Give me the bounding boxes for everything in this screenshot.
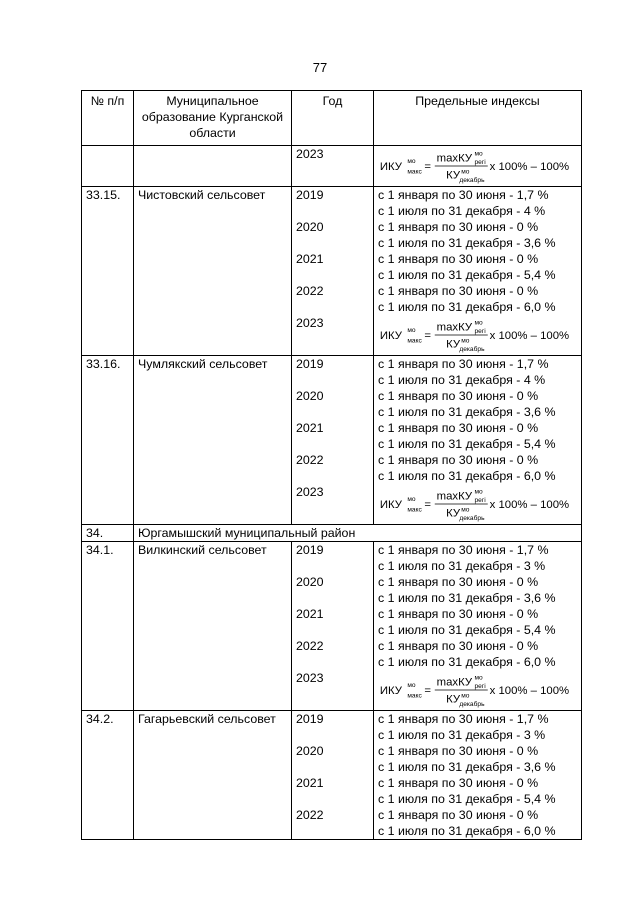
formula-eq: =	[424, 498, 431, 511]
formula	[378, 484, 581, 524]
year-value: 2020	[296, 575, 324, 589]
row-num-value: 33.16.	[86, 357, 121, 371]
index-line: с 1 января по 30 июня - 1,7 %	[378, 543, 549, 557]
region-row	[82, 525, 582, 542]
formula-den-sup: мо	[461, 692, 470, 700]
row-indexes	[374, 187, 582, 356]
index-line: с 1 января по 30 июня - 0 %	[378, 575, 539, 589]
row-municipality	[134, 356, 292, 525]
table-row	[82, 711, 582, 840]
municipality-name: Вилкинский сельсовет	[138, 543, 267, 557]
row-num	[82, 542, 134, 711]
row-num	[82, 146, 134, 187]
formula-num-sub: регi	[474, 497, 486, 505]
row-indexes	[374, 146, 582, 187]
year-value: 2021	[296, 252, 324, 266]
row-year	[292, 542, 374, 711]
formula-lhs: ИКУ	[379, 498, 403, 511]
index-line: с 1 июля по 31 декабря - 3,6 %	[378, 236, 556, 250]
formula-num-sup: мо	[474, 488, 483, 496]
year-value: 2022	[296, 639, 324, 653]
index-line: с 1 июля по 31 декабря - 3 %	[378, 559, 546, 573]
formula-den-sup: мо	[461, 168, 470, 176]
formula-num-main: maxКУ	[436, 676, 473, 689]
formula-lhs: ИКУ	[379, 684, 403, 697]
index-line: с 1 июля по 31 декабря - 5,4 %	[378, 437, 556, 451]
year-value: 2019	[296, 188, 324, 202]
index-line: с 1 июля по 31 декабря - 6,0 %	[378, 469, 556, 483]
formula-num-sup: мо	[474, 319, 483, 327]
index-line: с 1 января по 30 июня - 0 %	[378, 220, 539, 234]
formula-tail: x 100% – 100%	[489, 160, 570, 173]
row-indexes	[374, 356, 582, 525]
year-value: 2021	[296, 421, 324, 435]
formula-graphic	[378, 148, 571, 184]
header-indexes: Предельные индексы	[374, 91, 582, 146]
table-row	[82, 356, 582, 525]
index-line: с 1 января по 30 июня - 0 %	[378, 421, 539, 435]
formula-tail: x 100% – 100%	[489, 329, 570, 342]
indexes-table	[81, 90, 582, 840]
formula	[378, 315, 581, 355]
formula-graphic	[378, 486, 571, 522]
index-line: с 1 января по 30 июня - 1,7 %	[378, 188, 549, 202]
year-value: 2023	[296, 147, 324, 161]
header-num: № п/п	[82, 91, 134, 146]
index-line: с 1 июля по 31 декабря - 3,6 %	[378, 760, 556, 774]
index-line: с 1 июля по 31 декабря - 3,6 %	[378, 405, 556, 419]
row-year	[292, 146, 374, 187]
index-line: с 1 июля по 31 декабря - 4 %	[378, 204, 546, 218]
index-line: с 1 июля по 31 декабря - 5,4 %	[378, 623, 556, 637]
row-municipality	[134, 146, 292, 187]
row-num-value: 33.15.	[86, 188, 121, 202]
row-municipality	[134, 542, 292, 711]
formula-lhs: ИКУ	[379, 160, 403, 173]
year-value: 2021	[296, 776, 324, 790]
formula-num-sub: регi	[474, 159, 486, 167]
year-value: 2019	[296, 357, 324, 371]
year-value: 2023	[296, 316, 324, 330]
formula-den-main: КУ	[446, 693, 461, 706]
year-value: 2023	[296, 671, 324, 685]
row-num	[82, 187, 134, 356]
formula-eq: =	[424, 684, 431, 697]
region-num: 34.	[82, 525, 134, 542]
row-municipality	[134, 187, 292, 356]
formula-lhs-sup: мо	[407, 496, 416, 504]
formula-lhs-sup: мо	[407, 158, 416, 166]
year-value: 2023	[296, 485, 324, 499]
formula-lhs-sup: мо	[407, 327, 416, 335]
year-value: 2020	[296, 744, 324, 758]
formula-lhs-sub: макс	[407, 506, 422, 514]
formula-graphic	[378, 317, 571, 353]
index-line: с 1 января по 30 июня - 0 %	[378, 776, 539, 790]
year-value: 2020	[296, 220, 324, 234]
row-indexes	[374, 711, 582, 840]
page-number: 77	[312, 60, 328, 75]
row-num	[82, 356, 134, 525]
formula-eq: =	[424, 160, 431, 173]
formula-den-sub: декабрь	[459, 177, 485, 184]
table-row	[82, 146, 582, 187]
municipality-name: Гагарьевский сельсовет	[138, 712, 276, 726]
year-value: 2022	[296, 453, 324, 467]
formula-lhs-sub: макс	[407, 168, 422, 176]
index-line: с 1 июля по 31 декабря - 3,6 %	[378, 591, 556, 605]
row-year	[292, 187, 374, 356]
formula-num-main: maxКУ	[436, 490, 473, 503]
index-line: с 1 января по 30 июня - 0 %	[378, 639, 539, 653]
table-row	[82, 542, 582, 711]
formula-num-sub: регi	[474, 683, 486, 691]
year-value: 2020	[296, 389, 324, 403]
formula-den-main: КУ	[446, 169, 461, 182]
formula-graphic	[378, 672, 571, 708]
index-line: с 1 июля по 31 декабря - 6,0 %	[378, 300, 556, 314]
index-line: с 1 января по 30 июня - 0 %	[378, 744, 539, 758]
formula-num-sup: мо	[474, 674, 483, 682]
formula-num-main: maxКУ	[436, 321, 473, 334]
formula-den-sub: декабрь	[459, 346, 485, 353]
index-line: с 1 января по 30 июня - 1,7 %	[378, 357, 549, 371]
index-line: с 1 июля по 31 декабря - 5,4 %	[378, 268, 556, 282]
header-municipality: Муниципальное образование Курганской области	[134, 91, 292, 146]
year-value: 2019	[296, 543, 324, 557]
row-num-value: 34.2.	[86, 712, 114, 726]
index-line: с 1 января по 30 июня - 0 %	[378, 453, 539, 467]
municipality-name: Чумлякский сельсовет	[138, 357, 268, 371]
index-line: с 1 января по 30 июня - 0 %	[378, 607, 539, 621]
municipality-name: Чистовский сельсовет	[138, 188, 266, 202]
table-header-row	[82, 91, 582, 146]
formula-lhs-sub: макс	[407, 692, 422, 700]
formula-lhs: ИКУ	[379, 329, 403, 342]
index-line: с 1 июля по 31 декабря - 3 %	[378, 728, 546, 742]
year-value: 2022	[296, 808, 324, 822]
row-indexes	[374, 542, 582, 711]
row-year	[292, 356, 374, 525]
formula-tail: x 100% – 100%	[489, 684, 570, 697]
year-value: 2022	[296, 284, 324, 298]
index-line: с 1 июля по 31 декабря - 6,0 %	[378, 824, 556, 838]
region-name: Юргамышский муниципальный район	[134, 525, 582, 542]
index-line: с 1 января по 30 июня - 1,7 %	[378, 712, 549, 726]
formula	[378, 146, 581, 186]
index-line: с 1 января по 30 июня - 0 %	[378, 808, 539, 822]
formula-eq: =	[424, 329, 431, 342]
row-municipality	[134, 711, 292, 840]
formula-num-sup: мо	[474, 150, 483, 158]
index-line: с 1 июля по 31 декабря - 4 %	[378, 373, 546, 387]
index-line: с 1 июля по 31 декабря - 5,4 %	[378, 792, 556, 806]
index-line: с 1 января по 30 июня - 0 %	[378, 252, 539, 266]
table-row	[82, 187, 582, 356]
formula-den-main: КУ	[446, 338, 461, 351]
row-year	[292, 711, 374, 840]
year-value: 2019	[296, 712, 324, 726]
formula-den-sup: мо	[461, 337, 470, 345]
formula	[378, 670, 581, 710]
formula-num-sub: регi	[474, 328, 486, 336]
formula-den-main: КУ	[446, 507, 461, 520]
index-line: с 1 января по 30 июня - 0 %	[378, 284, 539, 298]
row-num-value: 34.1.	[86, 543, 114, 557]
header-year: Год	[292, 91, 374, 146]
index-line: с 1 января по 30 июня - 0 %	[378, 389, 539, 403]
formula-den-sup: мо	[461, 506, 470, 514]
row-num	[82, 711, 134, 840]
formula-tail: x 100% – 100%	[489, 498, 570, 511]
formula-den-sub: декабрь	[459, 701, 485, 708]
index-line: с 1 июля по 31 декабря - 6,0 %	[378, 655, 556, 669]
formula-lhs-sup: мо	[407, 682, 416, 690]
formula-den-sub: декабрь	[459, 515, 485, 522]
year-value: 2021	[296, 607, 324, 621]
formula-lhs-sub: макс	[407, 337, 422, 345]
formula-num-main: maxКУ	[436, 152, 473, 165]
